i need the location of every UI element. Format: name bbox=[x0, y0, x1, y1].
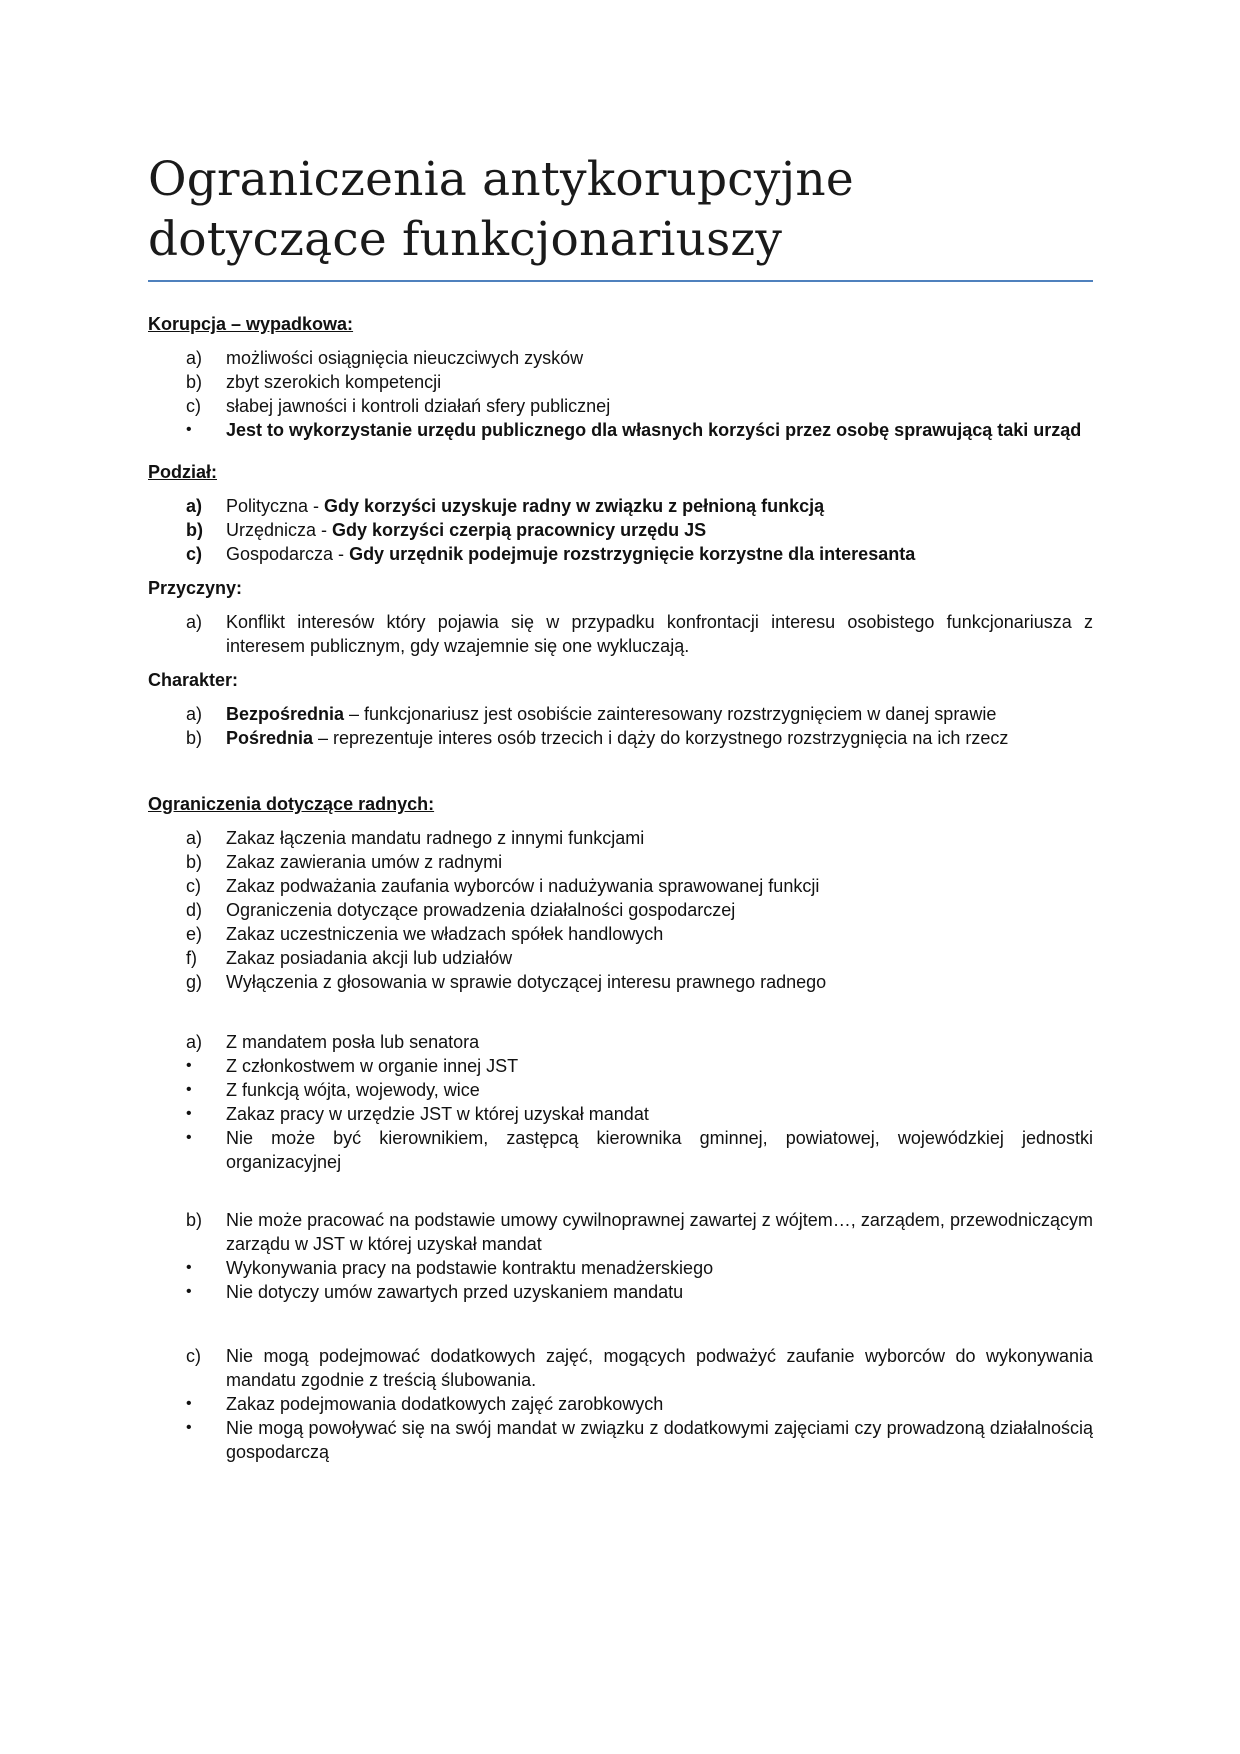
list-item bbox=[148, 1416, 1093, 1464]
heading-podzial: Podział: bbox=[148, 462, 218, 482]
bullet-icon: • bbox=[186, 1057, 192, 1074]
heading-korupcja: Korupcja – wypadkowa: bbox=[148, 314, 354, 334]
list-item-text: Z funkcją wójta, wojewody, wice bbox=[226, 1080, 480, 1100]
list-item-text bbox=[226, 518, 1093, 542]
list-item-description: – funkcjonariusz jest osobiście zainteresowany rozstrzygnięciem w danej sprawie bbox=[344, 704, 997, 724]
list-marker: b) bbox=[186, 728, 203, 748]
list-item-text bbox=[226, 542, 1093, 566]
list-item-description: Gdy korzyści uzyskuje radny w związku z pełnioną funkcją bbox=[324, 496, 825, 516]
list-item bbox=[148, 542, 1093, 566]
list-item-text: Z członkostwem w organie innej JST bbox=[226, 1056, 519, 1076]
list-marker: c) bbox=[186, 544, 203, 564]
list-marker: c) bbox=[186, 876, 201, 896]
document-page bbox=[148, 150, 1093, 1464]
list-item-text: Wyłączenia z głosowania w sprawie dotyczącej interesu prawnego radnego bbox=[226, 972, 827, 992]
list-marker: e) bbox=[186, 924, 203, 944]
list-marker: b) bbox=[186, 852, 203, 872]
list-item-text bbox=[226, 494, 1093, 518]
list-item bbox=[148, 726, 1093, 750]
bullet-icon: • bbox=[186, 1129, 192, 1146]
list-item-term: Pośrednia bbox=[226, 728, 314, 748]
list-item-text bbox=[226, 702, 1093, 726]
document-title: Ograniczenia antykorupcyjne dotyczące funkcjonariuszy bbox=[148, 150, 1093, 282]
list-item-text: Zakaz posiadania akcji lub udziałów bbox=[226, 948, 513, 968]
section-radni bbox=[148, 792, 1093, 994]
list-item-text: Zakaz łączenia mandatu radnego z innymi funkcjami bbox=[226, 828, 645, 848]
list-marker: b) bbox=[186, 1210, 203, 1230]
heading-radni: Ograniczenia dotyczące radnych: bbox=[148, 794, 435, 814]
list-group-c bbox=[148, 1344, 1093, 1464]
list-marker: a) bbox=[186, 348, 203, 368]
list-marker: b) bbox=[186, 520, 203, 540]
bullet-icon: • bbox=[186, 1105, 192, 1122]
section-korupcja bbox=[148, 312, 1093, 442]
list-marker: a) bbox=[186, 1032, 203, 1052]
list-marker: a) bbox=[186, 496, 203, 516]
list-item-text: zbyt szerokich kompetencji bbox=[226, 372, 442, 392]
list-item bbox=[148, 1102, 1093, 1126]
list-marker: g) bbox=[186, 972, 203, 992]
bullet-icon: • bbox=[186, 421, 192, 438]
list-item-text: Zakaz podejmowania dodatkowych zajęć zarobkowych bbox=[226, 1394, 664, 1414]
list-item bbox=[148, 1344, 1093, 1392]
list-marker: c) bbox=[186, 396, 201, 416]
list-item bbox=[148, 1256, 1093, 1280]
list-item-description: Gdy korzyści czerpią pracownicy urzędu JS bbox=[332, 520, 707, 540]
list-item-text: Nie dotyczy umów zawartych przed uzyskaniem mandatu bbox=[226, 1282, 684, 1302]
list-podzial bbox=[148, 494, 1093, 566]
list-item bbox=[148, 494, 1093, 518]
heading-charakter: Charakter: bbox=[148, 670, 239, 690]
bullet-icon: • bbox=[186, 1419, 192, 1436]
list-item bbox=[148, 370, 1093, 394]
list-marker: b) bbox=[186, 372, 203, 392]
heading-przyczyny: Przyczyny: bbox=[148, 578, 243, 598]
list-radni bbox=[148, 826, 1093, 994]
list-item bbox=[148, 1078, 1093, 1102]
list-item bbox=[148, 702, 1093, 726]
list-item-description: Gdy urzędnik podejmuje rozstrzygnięcie korzystne dla interesanta bbox=[349, 544, 916, 564]
list-item bbox=[148, 970, 1093, 994]
list-group-a bbox=[148, 1030, 1093, 1174]
list-item-text: Nie może być kierownikiem, zastępcą kierownika gminnej, powiatowej, wojewódzkiej jednostki organizacyjnej bbox=[226, 1128, 1093, 1172]
list-item-text: Nie mogą powoływać się na swój mandat w związku z dodatkowymi zajęciami czy prowadzoną działalnością gospodarczą bbox=[226, 1418, 1093, 1462]
list-item bbox=[148, 418, 1093, 442]
list-item bbox=[148, 874, 1093, 898]
list-item bbox=[148, 922, 1093, 946]
list-item bbox=[148, 610, 1093, 658]
list-korupcja bbox=[148, 346, 1093, 442]
list-item bbox=[148, 394, 1093, 418]
list-item bbox=[148, 346, 1093, 370]
list-item bbox=[148, 1392, 1093, 1416]
list-item bbox=[148, 1280, 1093, 1304]
list-item-text: Zakaz uczestniczenia we władzach spółek handlowych bbox=[226, 924, 664, 944]
list-item-text: Zakaz pracy w urzędzie JST w której uzyskał mandat bbox=[226, 1104, 649, 1124]
section-charakter bbox=[148, 668, 1093, 750]
list-item bbox=[148, 1208, 1093, 1256]
list-item-label: Polityczna - bbox=[226, 496, 325, 516]
list-item-label: Urzędnicza - bbox=[226, 520, 333, 540]
list-item-text: Nie może pracować na podstawie umowy cywilnoprawnej zawartej z wójtem…, zarządem, przewodniczącym zarządu w JST w której uzyskał mandat bbox=[226, 1210, 1093, 1254]
list-item-text: Konflikt interesów który pojawia się w przypadku konfrontacji interesu osobistego funkcjonariusza z interesem publicznym, gdy wzajemnie się one wykluczają. bbox=[226, 612, 1093, 656]
list-item bbox=[148, 518, 1093, 542]
list-item-text: Wykonywania pracy na podstawie kontraktu menadżerskiego bbox=[226, 1258, 714, 1278]
list-marker: a) bbox=[186, 612, 203, 632]
list-marker: f) bbox=[186, 948, 197, 968]
section-podzial bbox=[148, 460, 1093, 566]
list-item bbox=[148, 850, 1093, 874]
list-item bbox=[148, 1126, 1093, 1174]
list-item bbox=[148, 826, 1093, 850]
list-item-label: Gospodarcza - bbox=[226, 544, 350, 564]
list-item-text: Z mandatem posła lub senatora bbox=[226, 1032, 480, 1052]
list-item-text: Nie mogą podejmować dodatkowych zajęć, mogących podważyć zaufanie wyborców do wykonywania mandatu zgodnie z treścią ślubowania. bbox=[226, 1346, 1093, 1390]
bullet-icon: • bbox=[186, 1259, 192, 1276]
list-item-text: możliwości osiągnięcia nieuczciwych zysków bbox=[226, 348, 584, 368]
list-item-text: Jest to wykorzystanie urzędu publicznego dla własnych korzyści przez osobę sprawującą taki urząd bbox=[226, 420, 1082, 440]
list-item bbox=[148, 898, 1093, 922]
list-marker: c) bbox=[186, 1346, 201, 1366]
list-item-term: Bezpośrednia bbox=[226, 704, 345, 724]
list-marker: a) bbox=[186, 704, 203, 724]
bullet-icon: • bbox=[186, 1081, 192, 1098]
list-item-text: Ograniczenia dotyczące prowadzenia działalności gospodarczej bbox=[226, 900, 736, 920]
list-item-text bbox=[226, 726, 1093, 750]
list-marker: a) bbox=[186, 828, 203, 848]
list-item bbox=[148, 1054, 1093, 1078]
list-item-description: – reprezentuje interes osób trzecich i dąży do korzystnego rozstrzygnięcia na ich rzecz bbox=[313, 728, 1009, 748]
bullet-icon: • bbox=[186, 1283, 192, 1300]
list-item bbox=[148, 1030, 1093, 1054]
list-marker: d) bbox=[186, 900, 203, 920]
list-item-text: Zakaz podważania zaufania wyborców i nadużywania sprawowanej funkcji bbox=[226, 876, 820, 896]
list-group-b bbox=[148, 1208, 1093, 1304]
bullet-icon: • bbox=[186, 1395, 192, 1412]
section-przyczyny bbox=[148, 576, 1093, 658]
list-item-text: Zakaz zawierania umów z radnymi bbox=[226, 852, 503, 872]
list-przyczyny bbox=[148, 610, 1093, 658]
list-charakter bbox=[148, 702, 1093, 750]
list-item-text: słabej jawności i kontroli działań sfery publicznej bbox=[226, 396, 611, 416]
list-item bbox=[148, 946, 1093, 970]
